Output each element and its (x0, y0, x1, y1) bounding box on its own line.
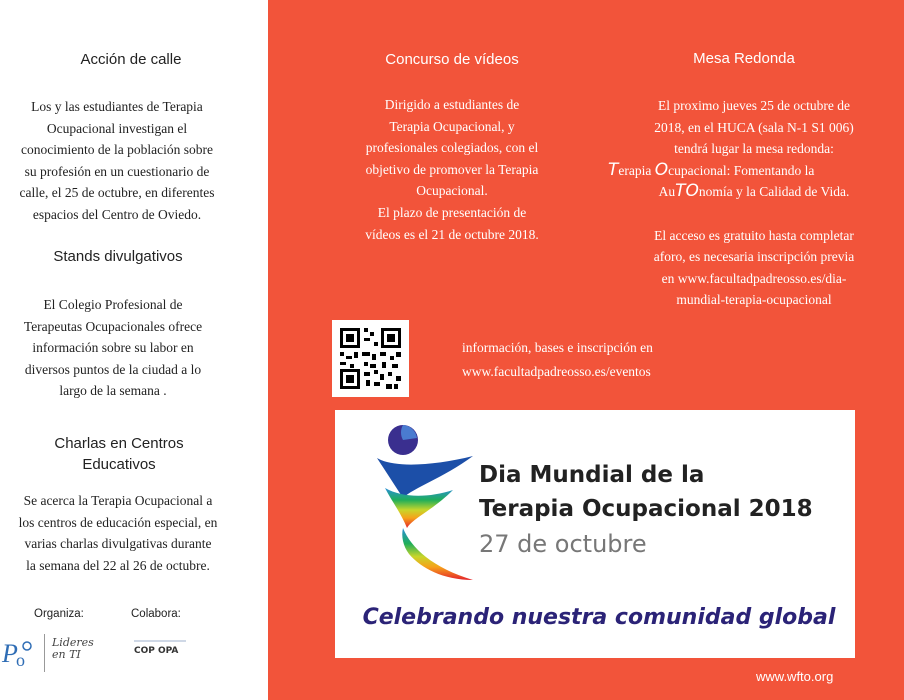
concurso-title: Concurso de vídeos (385, 51, 519, 68)
poster-slogan: Celebrando nuestra comunidad global (362, 605, 836, 630)
qr-code[interactable] (332, 320, 409, 397)
mesa-topic-line-1: Terapia Ocupacional: Fomentando la (608, 159, 815, 180)
cop-logo: COP OPA (134, 640, 186, 656)
accion-title: Acción de calle (80, 51, 182, 68)
wfto-link[interactable]: www.wfto.org (756, 669, 834, 684)
qr-code-icon (332, 320, 409, 397)
mesa-topic-line-2: AuTOnomía y la Calidad de Vida. (658, 181, 850, 202)
right-panel (268, 0, 904, 700)
organiza-label: Organiza: (34, 608, 84, 620)
left-panel (0, 0, 268, 700)
wfot-figure-icon (373, 418, 483, 588)
concurso-text: Dirigido a estudiantes de Terapia Ocupacional, y profesionales colegiados, con el objetivo de promover la Terapia Ocupacional. El plazo de presentación de vídeos es el 21 de octubre 2018. (365, 97, 539, 242)
poster-title-2: Terapia Ocupacional 2018 (479, 496, 813, 522)
poster-date: 27 de octubre (479, 530, 647, 558)
stands-title: Stands divulgativos (53, 248, 183, 265)
colabora-label: Colabora: (131, 608, 181, 620)
info-text: información, bases e inscripción en www.facultadpadreosso.es/eventos (462, 336, 722, 384)
mesa-title: Mesa Redonda (693, 50, 795, 67)
accion-text: Los y las estudiantes de Terapia Ocupacional investigan el conocimiento de la población sobre su profesión en un cuestionario de calle, el 25 de octubre, en diferentes espacios del Centro de Oviedo. (19, 99, 215, 222)
mesa-text: El proximo jueves 25 de octubre de 2018, en el HUCA (sala N-1 S1 006) tendrá lugar la mesa redonda: Terapia Ocupacional: Fomentando la AuTOnomía y la Calidad de Vida. El acceso es gratuito hasta completar aforo, es necesaria inscripción previa en www.facultadpadreosso.es/dia- mundial-terapia-ocupacional (606, 95, 902, 311)
poster-title-1: Dia Mundial de la (479, 462, 705, 488)
logo-divider (44, 634, 45, 672)
svg-text:P: P (2, 639, 18, 668)
charlas-text: Se acerca la Terapia Ocupacional a los centros de educación especial, en varias charlas divulgativas durante la semana del 22 al 26 de octubre. (18, 493, 218, 573)
svg-text:o: o (16, 650, 25, 670)
event-poster (335, 410, 855, 658)
charlas-title: Charlas en Centros Educativos (54, 435, 184, 473)
lideres-logo: Lideres en TI (52, 636, 94, 661)
organizer-logo (0, 632, 42, 672)
eventos-link[interactable]: www.facultadpadreosso.es/eventos (462, 364, 651, 379)
stands-text: El Colegio Profesional de Terapeutas Ocupacionales ofrece información sobre su labor en diversos puntos de la ciudad a lo largo de la semana . (23, 297, 203, 399)
